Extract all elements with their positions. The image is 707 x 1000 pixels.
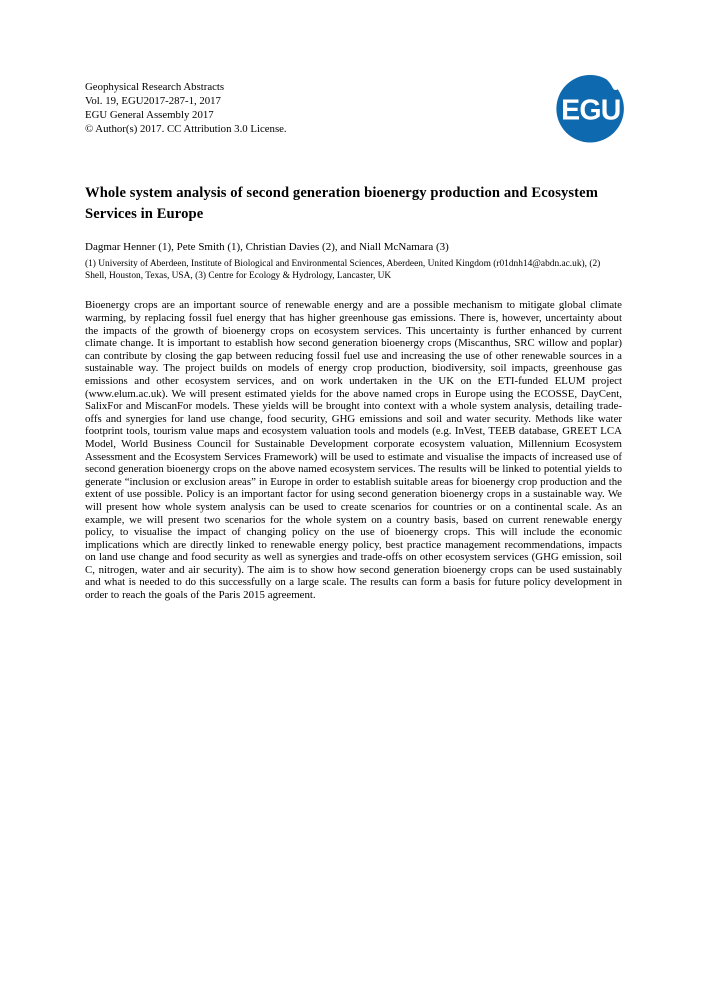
license-line: © Author(s) 2017. CC Attribution 3.0 License. bbox=[85, 123, 287, 135]
authors-line: Dagmar Henner (1), Pete Smith (1), Christian Davies (2), and Niall McNamara (3) bbox=[85, 241, 449, 253]
publication-info bbox=[85, 80, 287, 136]
volume-line: Vol. 19, EGU2017-287-1, 2017 bbox=[85, 95, 221, 107]
assembly-line: EGU General Assembly 2017 bbox=[85, 109, 214, 121]
paper-title: Whole system analysis of second generation bioenergy production and Ecosystem Services in Europe bbox=[85, 185, 598, 222]
abstract-body: Bioenergy crops are an important source of renewable energy and are a possible mechanism to mitigate global climate warming, by replacing fossil fuel energy that has higher greenhouse gas emissions. There is, however, uncertainty about the impacts of the growth of bioenergy crops on ecosystem services. This uncertainty is further enhanced by current climate change. It is important to establish how second generation bioenergy crops (Miscanthus, SRC willow and poplar) can contribute by closing the gap between reducing fossil fuel use and increasing the use of other renewable sources in a sustainable way. The project builds on models of energy crop production, biodiversity, soil impacts, greenhouse gas emissions and other ecosystem services, and on work undertaken in the UK on the ETI-funded ELUM project (www.elum.ac.uk). We will present estimated yields for the above named crops in Europe using the ECOSSE, DayCent, SalixFor and MiscanFor models. These yields will be brought into context with a whole system analysis, detailing trade-offs and synergies for land use change, food security, GHG emissions and soil and water security. Methods like water footprint tools, tourism value maps and ecosystem valuation tools and models (e.g. InVest, TEEB database, GREET LCA Model, World Business Council for Sustainable Development corporate ecosystem valuation, Millennium Ecosystem Assessment and the Ecosystem Services Framework) will be used to estimate and visualise the impacts of increased use of second generation bioenergy crops on the above named ecosystem services. The results will be linked to potential yields to generate “inclusion or exclusion areas” in Europe in order to establish suitable areas for bioenergy crop production and the extent of use possible. Policy is an important factor for using second generation bioenergy crops in a sustainable way. We will present how whole system analysis can be used to create scenarios for countries or on a continental scale. As an example, we will present two scenarios for the whole system on a country basis, based on current renewable energy policy, to visualise the impact of changing policy on the use of bioenergy crops. This will include the economic implications which are directly linked to renewable energy policy, best practice management recommendations, impacts on land use change and food security as well as synergies and trade-offs on other ecosystem services (GHG emission, soil C, nitrogen, water and air security). The aim is to show how second generation bioenergy crops can be used sustainably and what is needed to do this successfully on a large scale. The results can form a basis for future policy development in order to reach the goals of the Paris 2015 agreement. bbox=[85, 299, 622, 602]
egu-logo bbox=[536, 72, 630, 149]
journal-name: Geophysical Research Abstracts bbox=[85, 81, 225, 93]
affiliations: (1) University of Aberdeen, Institute of Biological and Environmental Sciences, Aberdeen, United Kingdom (r01dnh14@abdn.ac.uk), (2) Shell, Houston, Texas, USA, (3) Centre for Ecology & Hydrology, Lancaster, UK bbox=[85, 259, 601, 282]
egu-logo-text: EGU bbox=[561, 94, 621, 127]
page-header bbox=[85, 80, 622, 149]
egu-logo-graphic bbox=[536, 72, 630, 144]
